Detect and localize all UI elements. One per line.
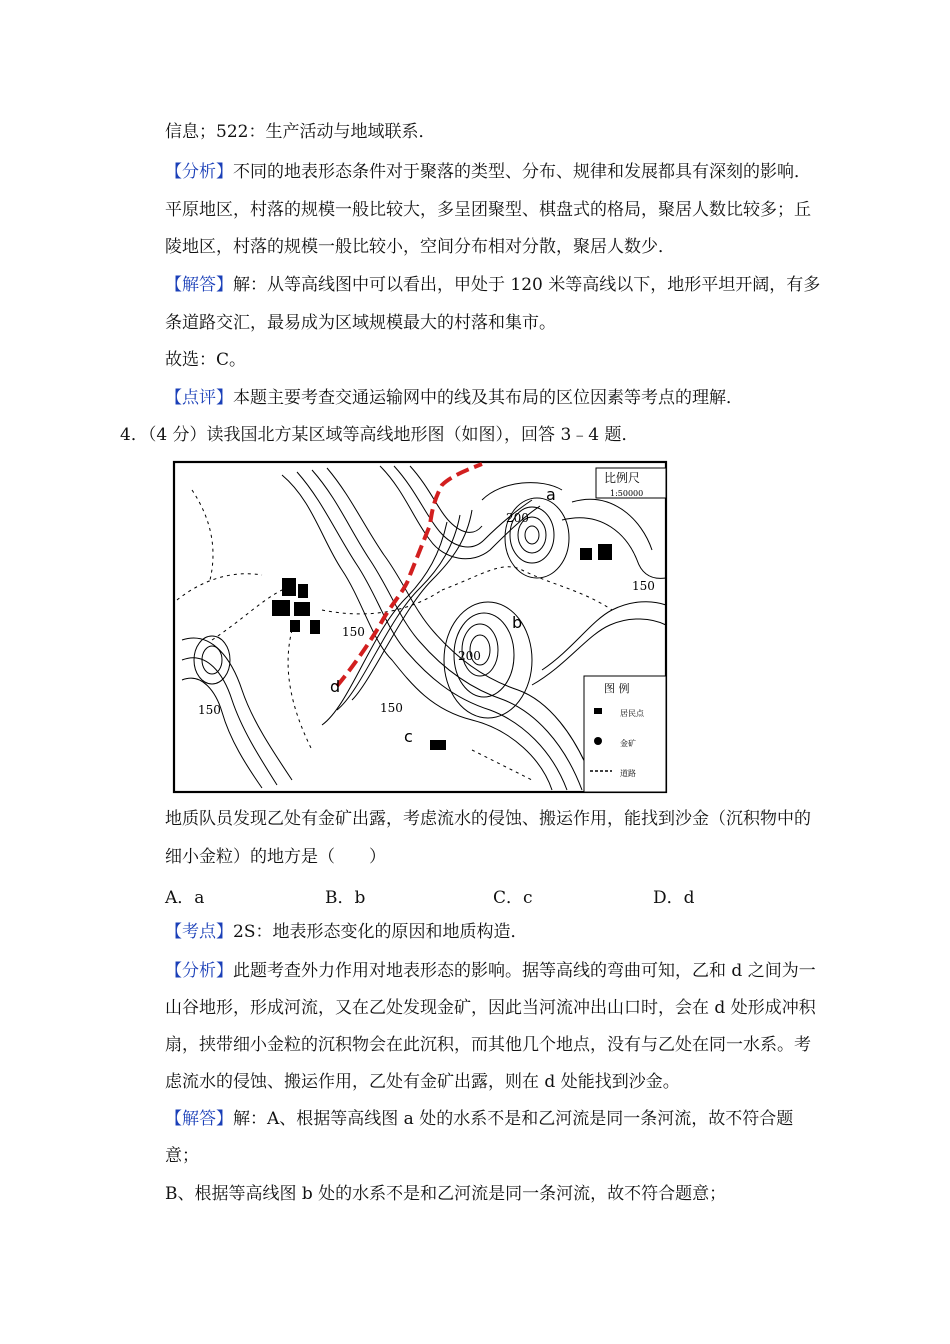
contour-label: 150: [198, 703, 221, 717]
answer-line-2: 条道路交汇，最易成为区域规模最大的村落和集市。: [165, 313, 556, 333]
legend-title: 图 例: [604, 682, 630, 695]
options-row: [165, 883, 725, 908]
text-line: 信息；522：生产活动与地域联系．: [165, 122, 436, 142]
legend-item: 道路: [620, 769, 636, 778]
analysis2-line-3: 扇，挟带细小金粒的沉积物会在此沉积，而其他几个地点，没有与乙处在同一水系。考: [165, 1035, 811, 1055]
answer2-line-3: B、根据等高线图 b 处的水系不是和乙河流是同一条河流，故不符合题意；: [165, 1184, 727, 1204]
analysis2-line-4: 虑流水的侵蚀、搬运作用，乙处有金矿出露，则在 d 处能找到沙金。: [165, 1072, 680, 1092]
analysis2-line-2: 山谷地形，形成河流，又在乙处发现金矿，因此当河流冲出山口时，会在 d 处形成冲积: [165, 998, 816, 1018]
scale-title: 比例尺: [604, 471, 641, 485]
answer-text: 解：从等高线图中可以看出，甲处于 120 米等高线以下，地形平坦开阔，有多: [233, 275, 821, 295]
contour-label: 200: [506, 511, 529, 525]
point-label-b: b: [512, 613, 523, 632]
analysis2-tag: 【分析】: [165, 961, 233, 981]
scale-value: 1:50000: [610, 489, 644, 498]
contour-label: 200: [458, 649, 481, 663]
contour-label: 150: [342, 625, 365, 639]
question-line-2: 细小金粒）的地方是（ ）: [165, 847, 386, 867]
comment-line: [165, 387, 743, 409]
analysis2-line-1: [165, 960, 816, 982]
point-label-a: a: [546, 485, 556, 504]
answer2-line-1: [165, 1108, 793, 1130]
analysis2-text: 此题考查外力作用对地表形态的影响。据等高线的弯曲可知，乙和 d 之间为一: [233, 961, 816, 981]
option-d: D．d: [653, 888, 695, 908]
answer2-line-2: 意；: [165, 1146, 199, 1166]
kaodian-text: 2S：地表形态变化的原因和地质构造．: [233, 922, 528, 942]
analysis-text: 不同的地表形态条件对于聚落的类型、分布、规律和发展都具有深刻的影响．: [233, 162, 811, 182]
kaodian-tag: 【考点】: [165, 922, 233, 942]
question-4-title: 4．（4 分）读我国北方某区域等高线地形图（如图），回答 3﹣4 题．: [120, 425, 639, 445]
contour-map: [172, 460, 668, 794]
option-a: A．a: [165, 888, 205, 908]
comment-tag: 【点评】: [165, 388, 233, 408]
point-label-d: d: [330, 677, 341, 696]
option-b: B．b: [325, 888, 366, 908]
analysis-line-3: 陵地区，村落的规模一般比较小，空间分布相对分散，聚居人数少．: [165, 237, 675, 257]
analysis-line-1: [165, 161, 811, 183]
point-label-c: c: [404, 727, 413, 746]
answer-tag: 【解答】: [165, 275, 233, 295]
answer2-tag: 【解答】: [165, 1109, 233, 1129]
legend-item: 居民点: [620, 709, 644, 718]
answer-line-1: [165, 274, 820, 296]
legend-item: 金矿: [620, 739, 636, 748]
answer-choice: 故选：C。: [165, 350, 247, 370]
answer2-text: 解：A、根据等高线图 a 处的水系不是和乙河流是同一条河流，故不符合题: [233, 1109, 794, 1129]
contour-label: 150: [380, 701, 403, 715]
analysis-tag: 【分析】: [165, 162, 233, 182]
option-c: C．c: [493, 888, 533, 908]
kaodian-line: [165, 921, 527, 943]
analysis-line-2: 平原地区，村落的规模一般比较大，多呈团聚型、棋盘式的格局，聚居人数比较多；丘: [165, 200, 811, 220]
comment-text: 本题主要考查交通运输网中的线及其布局的区位因素等考点的理解．: [233, 388, 743, 408]
contour-label: 150: [632, 579, 655, 593]
question-line-1: 地质队员发现乙处有金矿出露，考虑流水的侵蚀、搬运作用，能找到沙金（沉积物中的: [165, 809, 811, 829]
